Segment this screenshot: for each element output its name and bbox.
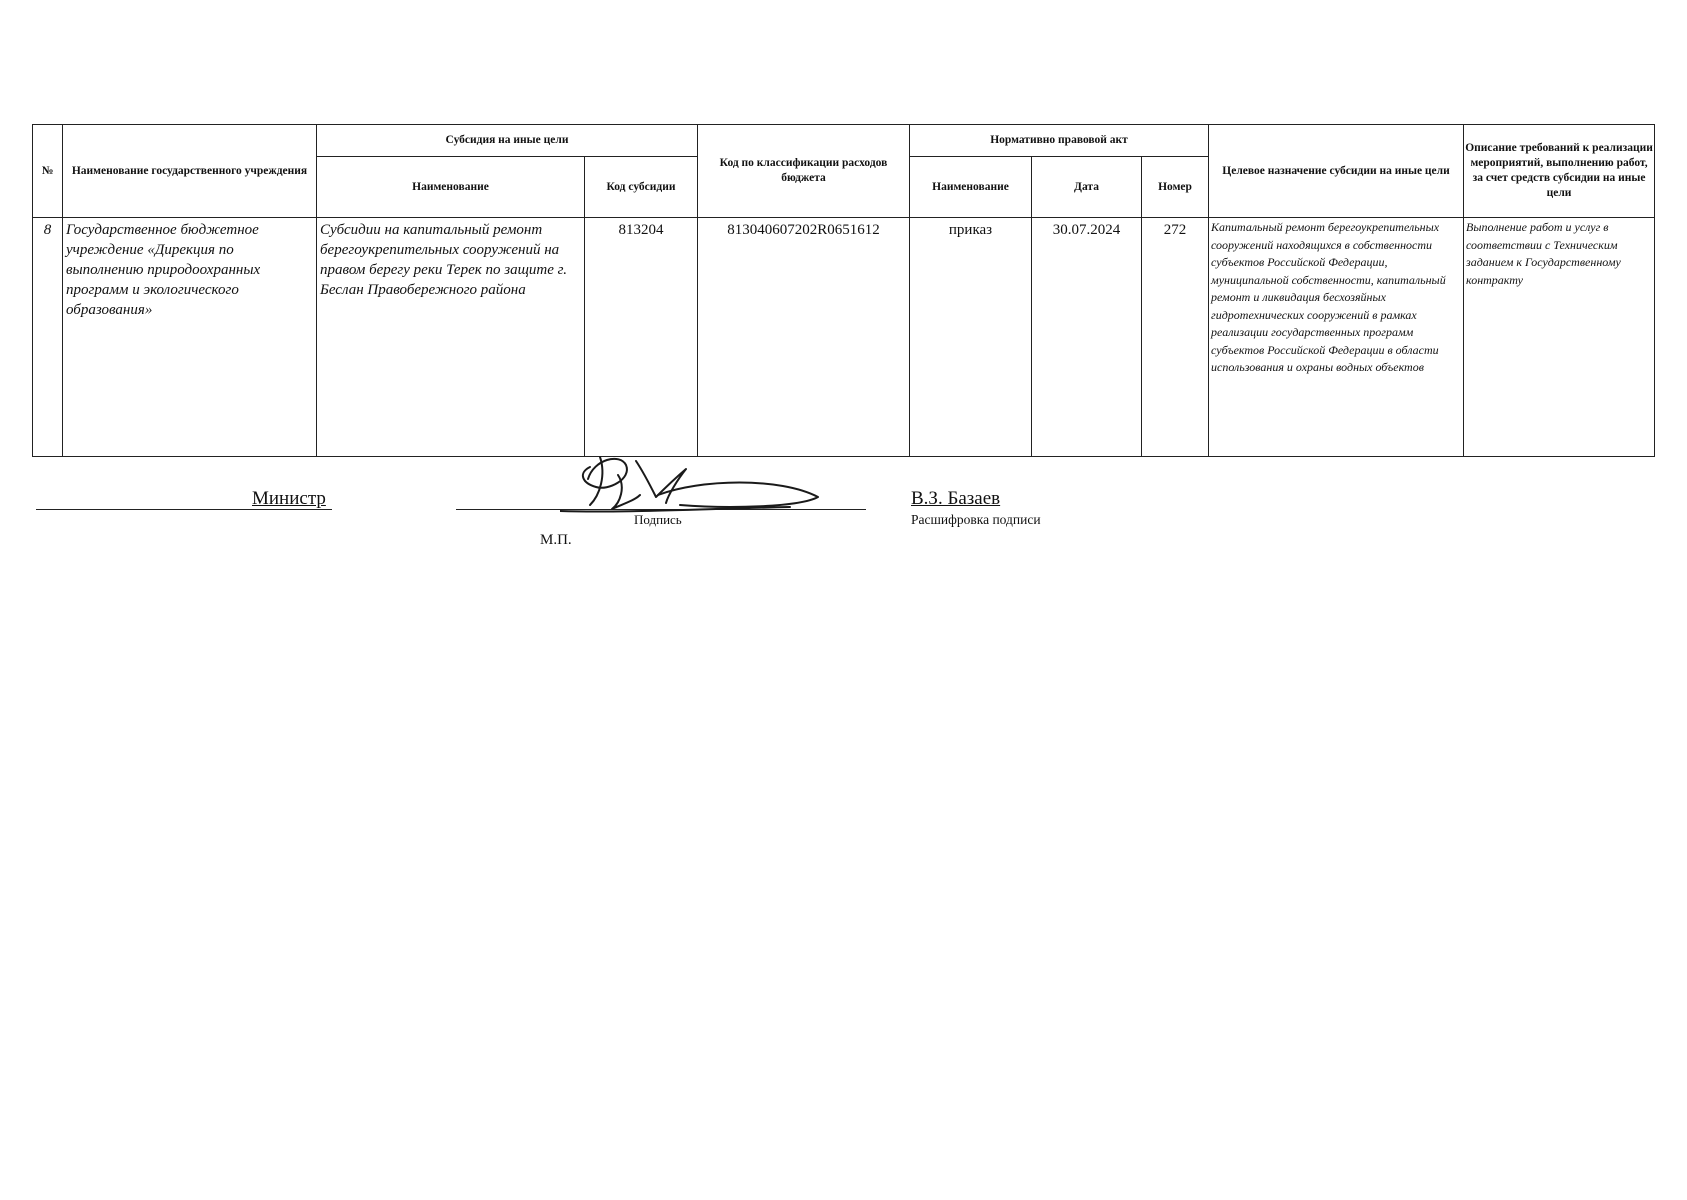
header-act-name: Наименование [910,157,1032,218]
cell-subsidy-code: 813204 [585,218,698,457]
subsidy-table [32,124,1655,457]
cell-num: 8 [33,218,63,457]
signature-caption: Подпись [634,512,682,527]
cell-purpose: Капитальный ремонт берегоукрепительных сооружений находящихся в собственности субъектов Российской Федерации, муниципальной собственности, капитальный ремонт и ликвидация бесхозяйных гидротехнических сооружений в рамках реализации государственных программ субъектов Российской Федерации в области использования и охраны водных объектов [1209,218,1464,457]
cell-institution: Государственное бюджетное учреждение «Дирекция по выполнению природоохранных программ и экологического образования» [63,218,317,457]
name-caption: Расшифровка подписи [911,512,1041,527]
cell-requirements: Выполнение работ и услуг в соответствии с Техническим заданием к Государственному контракту [1464,218,1655,457]
table-row [33,218,1655,457]
header-budget-code: Код по классификации расходов бюджета [698,125,910,218]
header-subsidy-name: Наименование [317,157,585,218]
header-subsidy-group: Субсидия на иные цели [317,125,698,157]
header-purpose: Целевое назначение субсидии на иные цели [1209,125,1464,218]
header-act-date: Дата [1032,157,1142,218]
header-requirements: Описание требований к реализации мероприятий, выполнению работ, за счет средств субсидии на иные цели [1464,125,1655,218]
handwritten-signature-icon [560,445,860,530]
cell-subsidy-name: Субсидии на капитальный ремонт берегоукрепительных сооружений на правом берегу реки Терек по защите г. Беслан Правобережного района [317,218,585,457]
header-subsidy-code: Код субсидии [585,157,698,218]
header-act-group: Нормативно правовой акт [910,125,1209,157]
signer-name: В.З. Базаев [911,488,1001,509]
header-institution: Наименование государственного учреждения [63,125,317,218]
header-act-number: Номер [1142,157,1209,218]
cell-act-name: приказ [910,218,1032,457]
cell-act-number: 272 [1142,218,1209,457]
cell-budget-code: 81304060720​2R0651612 [698,218,910,457]
stamp-label: М.П. [540,532,572,548]
header-num: № [33,125,63,218]
cell-act-date: 30.07.2024 [1032,218,1142,457]
position-title: Министр [252,488,326,509]
